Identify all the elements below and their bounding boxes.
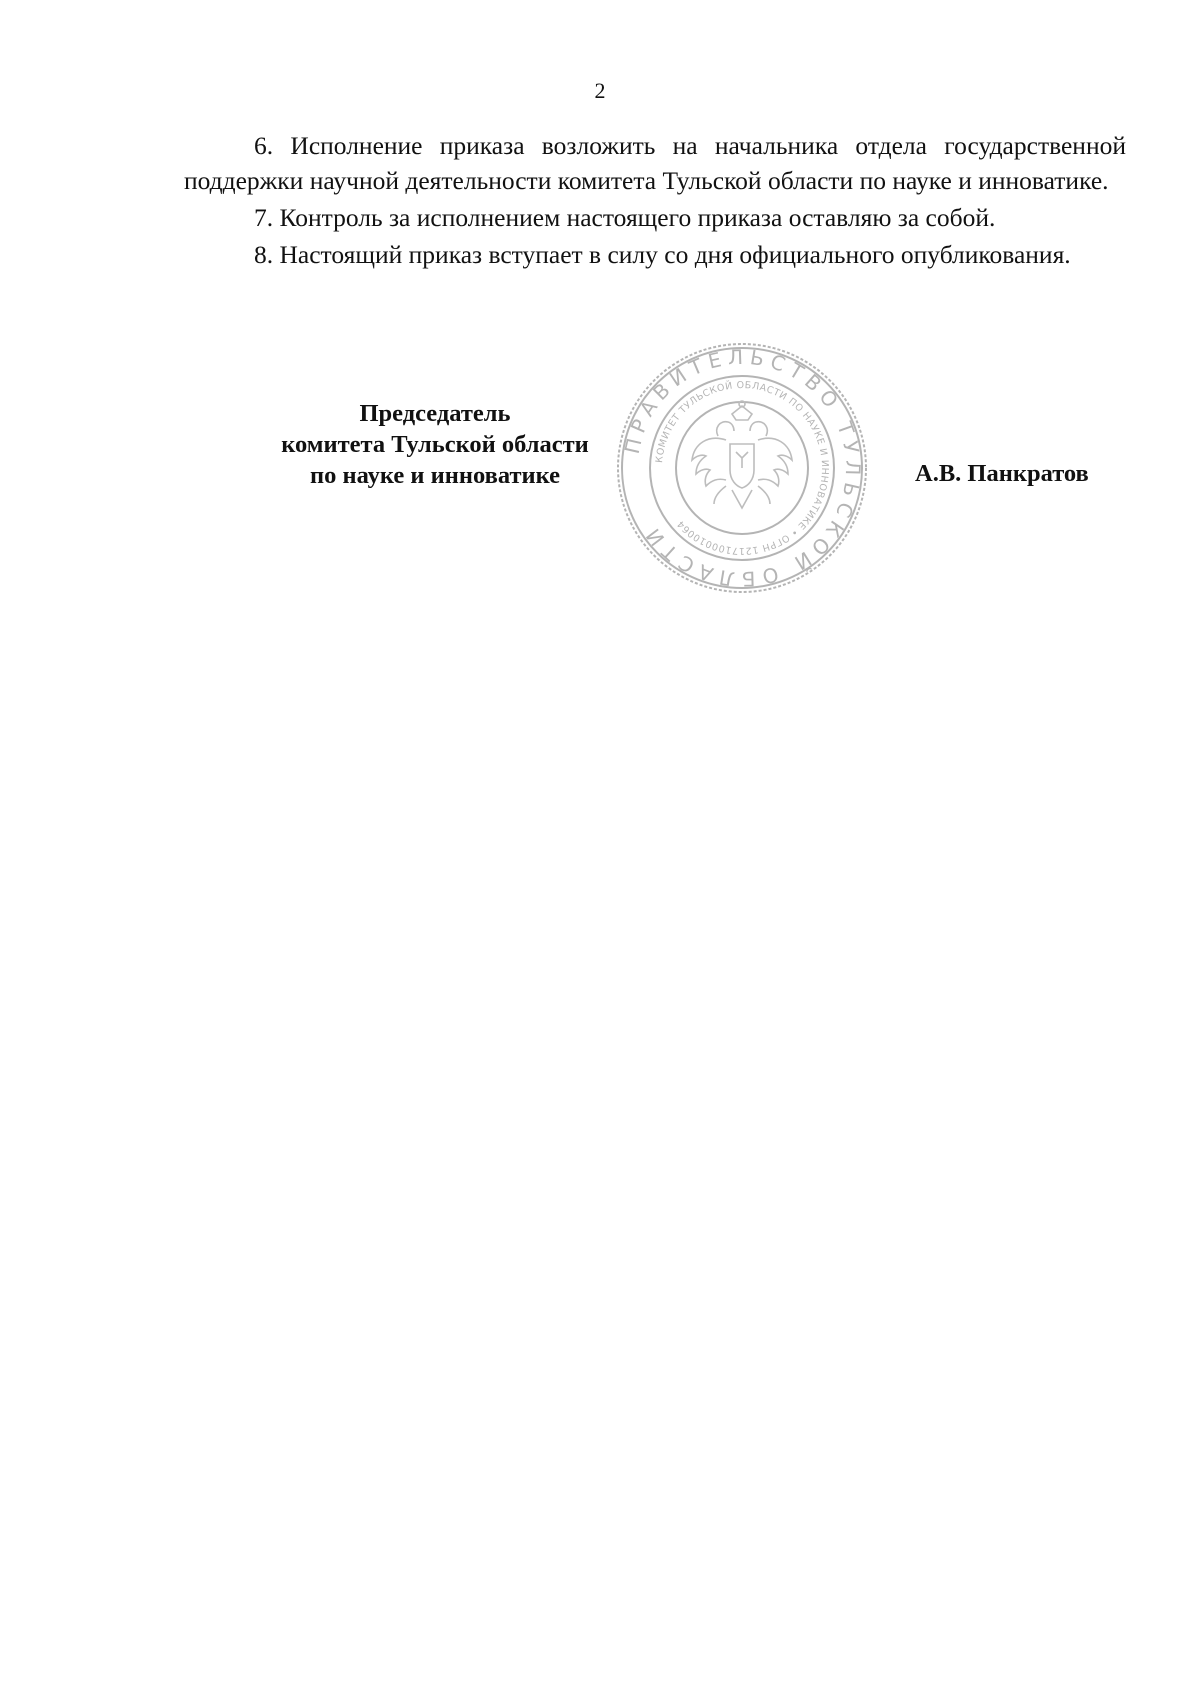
paragraph-7: 7. Контроль за исполнением настоящего приказа оставляю за собой. xyxy=(254,203,996,232)
page-number: 2 xyxy=(594,78,606,103)
signatory-name: А.В. Панкратов xyxy=(915,460,1089,487)
signatory-title-line: Председатель xyxy=(359,400,511,427)
order-body xyxy=(184,128,1126,272)
signatory-title xyxy=(250,398,620,491)
signatory-title-line: по науке и инноватике xyxy=(310,462,560,489)
signatory-title-line: комитета Тульской области xyxy=(281,431,589,458)
double-headed-eagle-icon xyxy=(692,401,792,508)
paragraph-6: 6. Исполнение приказа возложить на начальника отдела государственной поддержки научной деятельности комитета Тульской области по науке и инноватике. xyxy=(184,131,1126,195)
official-seal xyxy=(614,340,870,596)
seal-outer-text: ПРАВИТЕЛЬСТВО ТУЛЬСКОЙ ОБЛАСТИ xyxy=(619,344,866,592)
seal-inner-text: КОМИТЕТ ТУЛЬСКОЙ ОБЛАСТИ ПО НАУКЕ И ИННОВАТИКЕ • ОГРН 1217100010064 xyxy=(654,379,831,557)
paragraph-8: 8. Настоящий приказ вступает в силу со дня официального опубликования. xyxy=(254,240,1071,269)
